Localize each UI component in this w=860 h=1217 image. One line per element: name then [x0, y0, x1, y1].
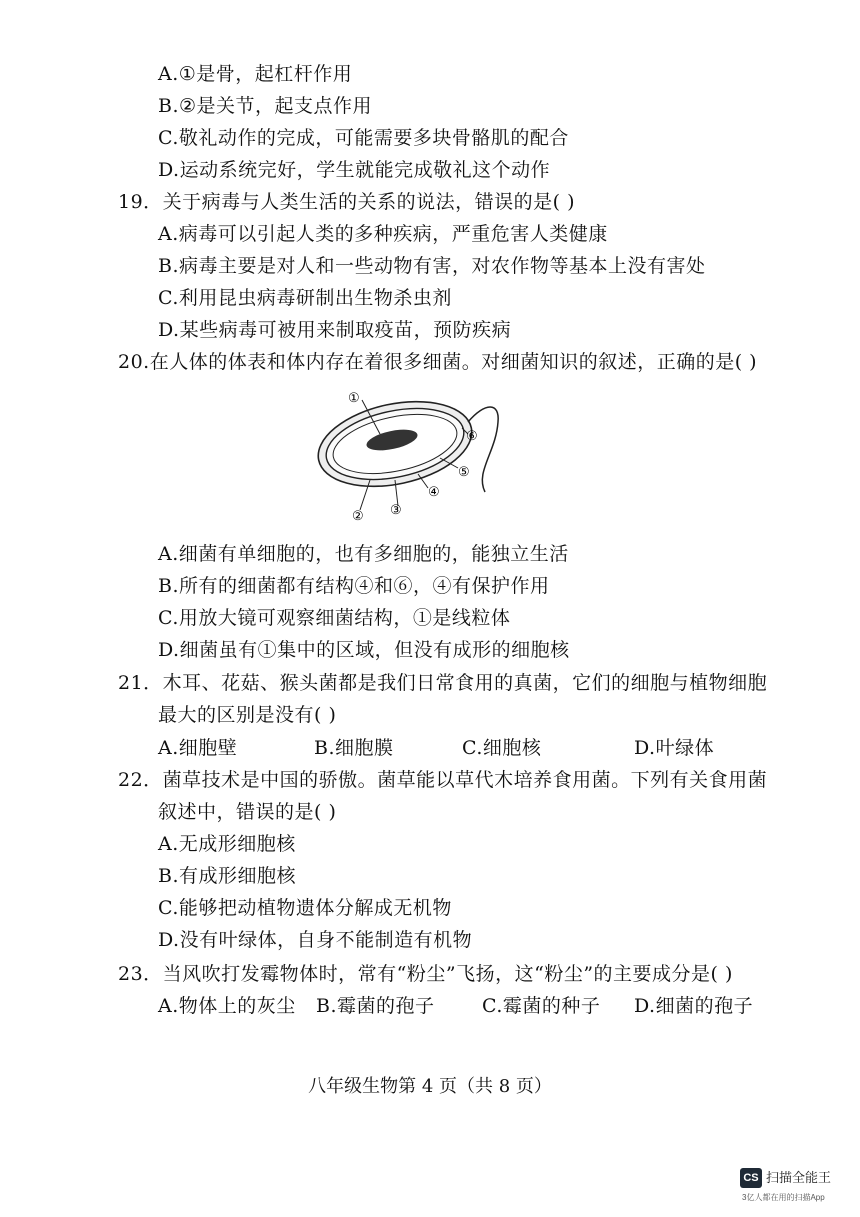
q21-option-a: A.细胞壁 [158, 737, 238, 759]
q18-option-c: C.敬礼动作的完成，可能需要多块骨骼肌的配合 [158, 127, 569, 149]
q19-stem: 19．关于病毒与人类生活的关系的说法，错误的是( ) [118, 191, 576, 213]
q23-option-b: B.霉菌的孢子 [316, 995, 435, 1017]
scanner-watermark [740, 1166, 848, 1206]
q18-option-b: B.②是关节，起支点作用 [158, 95, 373, 117]
q21-option-d: D.叶绿体 [634, 737, 715, 759]
q19-option-d: D.某些病毒可被用来制取疫苗，预防疾病 [158, 319, 512, 341]
q20-option-b: B.所有的细菌都有结构④和⑥，④有保护作用 [158, 575, 550, 597]
q21-stem-line2: 最大的区别是没有( ) [158, 704, 337, 726]
figure-label-1: ① [348, 391, 360, 406]
flagellum-shape [468, 407, 498, 492]
figure-label-2: ② [352, 509, 364, 522]
q20-stem: 20.在人体的体表和体内存在着很多细菌。对细菌知识的叙述，正确的是( ) [118, 351, 758, 373]
q22-option-b: B.有成形细胞核 [158, 865, 297, 887]
q23-option-d: D.细菌的孢子 [634, 995, 754, 1017]
q19-option-b: B.病毒主要是对人和一些动物有害，对农作物等基本上没有害处 [158, 255, 706, 277]
figure-label-3: ③ [390, 503, 402, 518]
q22-stem-line1: 22．菌草技术是中国的骄傲。菌草能以草代木培养食用菌。下列有关食用菌 [118, 769, 768, 791]
figure-label-6: ⑥ [466, 429, 478, 444]
q23-option-a: A.物体上的灰尘 [158, 995, 296, 1017]
figure-label-5: ⑤ [458, 465, 470, 480]
q22-option-d: D.没有叶绿体，自身不能制造有机物 [158, 929, 473, 951]
q19-option-a: A.病毒可以引起人类的多种疾病，严重危害人类健康 [158, 223, 608, 245]
q21-option-b: B.细胞膜 [314, 737, 394, 759]
q20-option-c: C.用放大镜可观察细菌结构，①是线粒体 [158, 607, 511, 629]
q20-option-a: A.细菌有单细胞的，也有多细胞的，能独立生活 [158, 543, 569, 565]
figure-label-4: ④ [428, 485, 440, 500]
watermark-subtitle: 3亿人都在用的扫描App [742, 1193, 825, 1202]
q22-option-a: A.无成形细胞核 [158, 833, 296, 855]
q20-option-d: D.细菌虽有①集中的区域，但没有成形的细胞核 [158, 639, 570, 661]
camscanner-logo-icon: CS [740, 1168, 762, 1188]
q18-option-d: D.运动系统完好，学生就能完成敬礼这个动作 [158, 159, 551, 181]
q23-option-c: C.霉菌的种子 [482, 995, 601, 1017]
q22-stem-line2: 叙述中，错误的是( ) [158, 801, 337, 823]
q23-stem: 23．当风吹打发霉物体时，常有“粉尘”飞扬，这“粉尘”的主要成分是( ) [118, 963, 733, 985]
watermark-brand: 扫描全能王 [766, 1170, 832, 1185]
q21-option-c: C.细胞核 [462, 737, 542, 759]
q19-option-c: C.利用昆虫病毒研制出生物杀虫剂 [158, 287, 452, 309]
bacteria-diagram [300, 382, 530, 522]
page-footer: 八年级生物第 4 页（共 8 页） [308, 1076, 552, 1097]
q21-stem-line1: 21．木耳、花菇、猴头菌都是我们日常食用的真菌，它们的细胞与植物细胞 [118, 672, 768, 694]
q18-option-a: A.①是骨，起杠杆作用 [158, 63, 353, 85]
q22-option-c: C.能够把动植物遗体分解成无机物 [158, 897, 452, 919]
